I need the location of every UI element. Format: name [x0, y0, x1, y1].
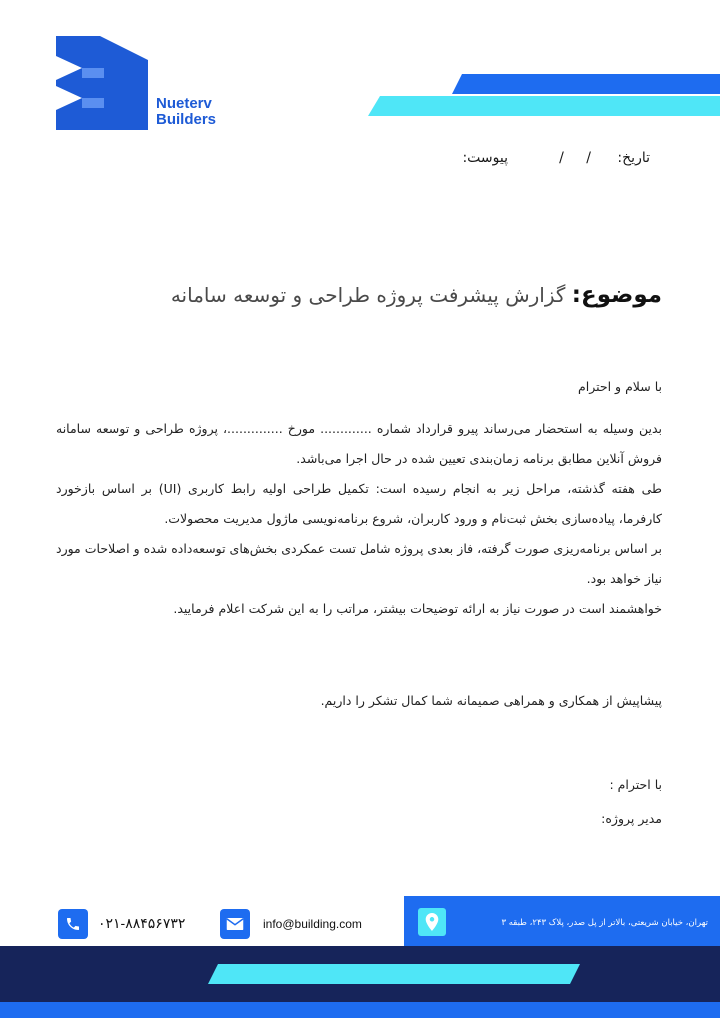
date-field — [541, 150, 650, 166]
subject-text: گزارش پیشرفت پروژه طراحی و توسعه سامانه — [170, 283, 566, 307]
attachment-field — [462, 150, 508, 166]
mail-icon — [220, 909, 250, 939]
paragraph: خواهشمند است در صورت نیاز به ارائه توضیحات بیشتر، مراتب را به این شرکت اعلام فرمایید. — [173, 601, 662, 616]
phone-icon — [58, 909, 88, 939]
date-separator: / — [559, 150, 564, 166]
logo-name-line1: Nueterv — [156, 95, 212, 112]
date-label: تاریخ: — [617, 150, 650, 166]
address-text: تهران، خیابان شریعتی، بالاتر از پل صدر، پلاک ۲۴۳، طبقه ۳ — [501, 918, 708, 928]
location-pin-icon — [418, 908, 446, 936]
subject-label: موضوع: — [571, 282, 662, 308]
footer-decor-band — [0, 946, 720, 1018]
attachment-label: پیوست: — [462, 150, 508, 166]
thanks-line: پیشاپیش از همکاری و همراهی صمیمانه شما کمال تشکر را داریم. — [320, 693, 662, 708]
phone-number[interactable]: ۰۲۱-۸۸۴۵۶۷۳۲ — [98, 915, 186, 931]
subject-line — [171, 282, 662, 308]
date-separator: / — [586, 150, 591, 166]
letter-body — [56, 414, 662, 624]
email-address[interactable]: info@building.com — [263, 917, 362, 931]
greeting: با سلام و احترام — [578, 379, 662, 394]
signer-title: مدیر پروژه: — [601, 811, 662, 826]
closing-line: با احترام : — [609, 777, 662, 792]
logo-name-line2: Builders — [156, 111, 217, 128]
paragraph: بدین وسیله به استحضار می‌رساند پیرو قرارداد شماره ............. مورخ ..............، پروژه طراحی و توسعه سامانه فروش آنلاین مطابق برنامه زمان‌بندی تعیین شده در حال اجرا می‌باشد. — [56, 421, 662, 466]
paragraph: بر اساس برنامه‌ریزی صورت گرفته، فاز بعدی پروژه شامل تست عمکردی بخش‌های توسعه‌داده شده و اصلاحات مورد نیاز خواهد بود. — [56, 541, 662, 586]
header-decor-band — [0, 70, 720, 118]
paragraph: طی هفته گذشته، مراحل زیر به انجام رسیده است: تکمیل طراحی اولیه رابط کاربری (UI) بر اساس بازخورد کارفرما، پیاده‌سازی بخش ثبت‌نام و ورود کاربران، شروع برنامه‌نویسی ماژول مدیریت محصولات. — [56, 481, 662, 526]
